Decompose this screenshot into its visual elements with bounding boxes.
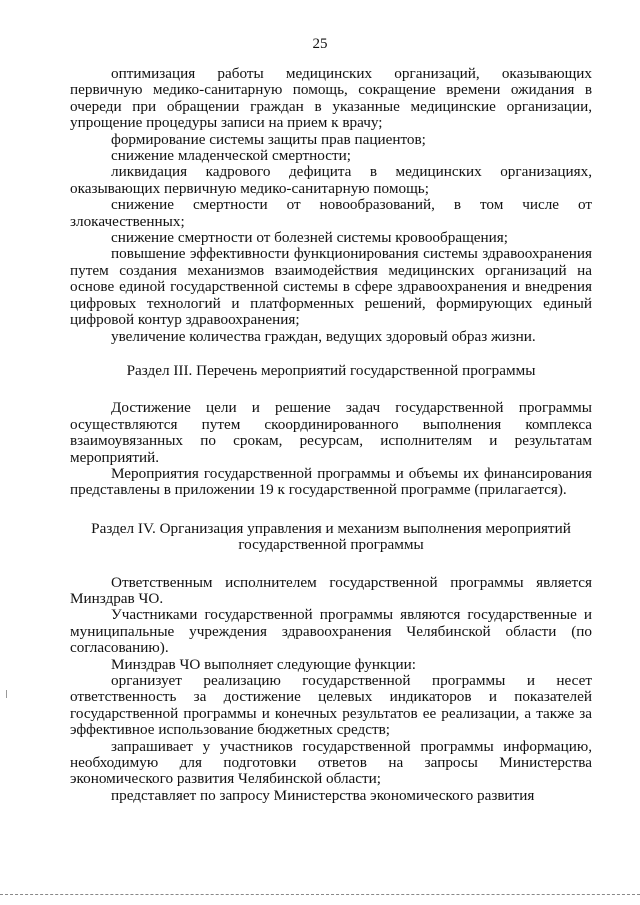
paragraph: организует реализацию государственной программы и несет ответственность за достижение целевых индикаторов и показателей государственной программы и конечных результатов ее реализации, а также за эффективное использование бюджетных средств; [70,672,592,739]
document-body [70,66,592,804]
paragraph: снижение смертности от болезней системы кровообращения; [111,229,508,247]
paragraph: Ответственным исполнителем государственной программы является Минздрав ЧО. [70,573,592,607]
paragraph: увеличение количества граждан, ведущих здоровый образ жизни. [111,327,536,345]
section-heading: Раздел IV. Организация управления и механизм выполнения мероприятий государственной программы [91,519,571,554]
paragraph: оптимизация работы медицинских организаций, оказывающих первичную медико-санитарную помощь, сокращение времени ожидания в очереди при обращении граждан в указанные медицинские организации, упрощение процедуры записи на прием к врачу; [70,65,592,132]
paragraph: запрашивает у участников государственной программы информацию, необходимую для подготовки ответов на запросы Министерства экономического развития Челябинской области; [70,737,592,788]
paragraph: формирование системы защиты прав пациентов; [111,130,426,148]
paragraph: представляет по запросу Министерства экономического развития [111,786,535,804]
paragraph: ликвидация кадрового дефицита в медицинских организациях, оказывающих первичную медико-санитарную помощь; [70,163,592,197]
section-heading: Раздел III. Перечень мероприятий государственной программы [126,361,536,379]
scan-edge-line [0,894,640,895]
page-number: 25 [312,36,328,52]
paragraph: снижение младенческой смертности; [111,147,351,165]
scan-margin-mark [6,690,7,698]
paragraph: Достижение цели и решение задач государственной программы осуществляются путем скоординированного выполнения комплекса взаимоувязанных по срокам, ресурсам, исполнителям и результатам мероприятий. [70,399,592,466]
paragraph: снижение смертности от новообразований, в том числе от злокачественных; [70,196,592,230]
paragraph: Участниками государственной программы являются государственные и муниципальные учреждения здравоохранения Челябинской области (по согласованию). [70,606,592,657]
paragraph: Мероприятия государственной программы и объемы их финансирования представлены в приложении 19 к государственной программе (прилагается). [70,464,592,499]
paragraph: повышение эффективности функционирования системы здравоохранения путем создания механизмов взаимодействия медицинских организаций на основе единой государственной системы в сфере здравоохранения и внедрения цифровых технологий и платформенных решений, формирующих единый цифровой контур здравоохранения; [70,245,592,329]
paragraph: Минздрав ЧО выполняет следующие функции: [111,655,416,673]
